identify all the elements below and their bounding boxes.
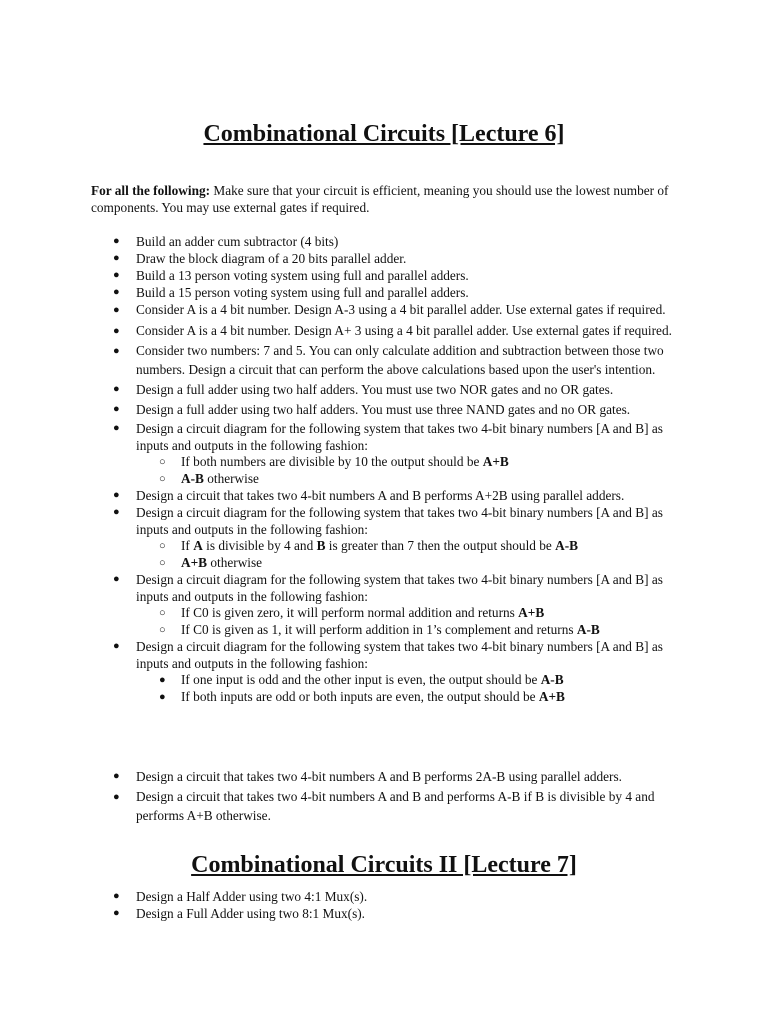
bullet-icon: ● (113, 345, 120, 357)
list-item-text: Design a circuit diagram for the following system that takes two 4-bit binary numbers [A and B] as inputs and outputs in the following fashion: (136, 505, 663, 537)
list-item-text: Design a circuit that takes two 4-bit numbers A and B performs A+2B using parallel adders. (136, 488, 625, 503)
sub-item-bold: A+B (538, 688, 565, 704)
list-item-text: Build an adder cum subtractor (4 bits) (136, 234, 339, 249)
intro-label: For all the following: (91, 183, 211, 198)
list-item-text: Design a Full Adder using two 8:1 Mux(s). (136, 906, 365, 921)
sub-list (136, 538, 684, 571)
bullet-icon: ● (113, 791, 120, 803)
sub-item-bold: A-B (540, 672, 564, 687)
intro-text: Make sure that your circuit is efficient, meaning you should use the lowest number of components. You may use external gates if required. (91, 183, 669, 215)
sub-item-text: is greater than 7 then the output should be (325, 538, 556, 553)
sub-item-bold: A+B (181, 554, 208, 570)
list-item-text: Build a 15 person voting system using full and parallel adders. (136, 285, 469, 300)
list-item (0, 342, 684, 379)
bullet-icon: ● (113, 489, 120, 501)
sub-item-text: If C0 is given as 1, it will perform addition in 1’s complement and returns (181, 621, 577, 637)
bullet-icon: ● (113, 269, 120, 281)
sub-item-text: If both inputs are odd or both inputs are even, the output should be (181, 688, 539, 704)
bullet-icon: ● (113, 383, 120, 395)
list-item (0, 267, 684, 284)
list-item-text: Design a circuit that takes two 4-bit numbers A and B performs 2A-B using parallel adders. (136, 769, 622, 784)
circle-bullet-icon: ○ (159, 540, 166, 552)
sub-list-item (136, 538, 684, 555)
list-item (0, 381, 684, 398)
sub-list-item (136, 605, 684, 622)
sub-list (136, 454, 684, 487)
lecture-6-title: Combinational Circuits [Lecture 6] (203, 121, 565, 147)
sub-item-bold: A+B (518, 605, 545, 620)
bullet-icon: ● (159, 674, 166, 686)
list-item-text: Design a circuit diagram for the following system that takes two 4-bit binary numbers [A and B] as inputs and outputs in the following fashion: (136, 421, 663, 453)
list-item (0, 905, 684, 922)
list-item (0, 788, 684, 825)
list-item-text: Consider two numbers: 7 and 5. You can only calculate addition and subtraction between those two numbers. Design a circuit that can perform the above calculations based upon the user's intention. (136, 343, 664, 377)
list-item-text: Build a 13 person voting system using full and parallel adders. (136, 268, 469, 283)
bullet-icon: ● (113, 890, 120, 902)
list-item (0, 638, 684, 705)
sub-item-text: is divisible by 4 and (202, 538, 317, 553)
sub-list-item (136, 622, 684, 639)
list-item (0, 233, 684, 250)
bullet-icon: ● (113, 286, 120, 298)
bullet-icon: ● (113, 304, 120, 316)
sub-item-text: If both numbers are divisible by 10 the output should be (181, 454, 483, 469)
sub-item-bold: A-B (181, 470, 204, 486)
list-item-text: Design a full adder using two half adders. You must use three NAND gates and no OR gates. (136, 402, 631, 417)
circle-bullet-icon: ○ (159, 556, 166, 569)
list-item (0, 420, 684, 487)
list-item (0, 401, 684, 418)
list-item (0, 504, 684, 571)
list-item-text: Consider A is a 4 bit number. Design A+ 3 using a 4 bit parallel adder. Use external gates if required. (136, 322, 672, 338)
bullet-icon: ● (113, 770, 120, 782)
intro-paragraph (91, 182, 691, 216)
list-item (0, 888, 684, 905)
lecture-6-list-b (0, 768, 768, 825)
list-item (0, 322, 684, 341)
bullet-icon: ● (113, 422, 120, 434)
sub-item-text: If C0 is given zero, it will perform normal addition and returns (181, 605, 519, 620)
sub-list (136, 672, 684, 705)
bullet-icon: ● (113, 573, 120, 585)
sub-list-item (136, 689, 684, 706)
bullet-icon: ● (113, 506, 120, 518)
sub-item-bold: B (316, 538, 326, 553)
list-item (0, 284, 684, 301)
sub-list-item (136, 555, 684, 572)
bullet-icon: ● (113, 403, 120, 415)
sub-item-bold: A-B (555, 538, 579, 553)
list-item-text: Design a circuit diagram for the following system that takes two 4-bit binary numbers [A and B] as inputs and outputs in the following fashion: (136, 639, 663, 671)
sub-item-text: otherwise (203, 470, 259, 486)
list-item (0, 487, 684, 504)
circle-bullet-icon: ○ (159, 456, 166, 468)
list-item-text: Design a full adder using two half adders. You must use two NOR gates and no OR gates. (136, 382, 614, 397)
list-item (0, 250, 684, 267)
list-item-text: Design a Half Adder using two 4:1 Mux(s). (136, 889, 368, 904)
circle-bullet-icon: ○ (159, 607, 166, 619)
sub-item-text: otherwise (207, 554, 263, 570)
sub-item-text: If (181, 538, 194, 553)
sub-item-text: If one input is odd and the other input is even, the output should be (181, 672, 541, 687)
circle-bullet-icon: ○ (159, 623, 166, 636)
list-item-text: Consider A is a 4 bit number. Design A-3 using a 4 bit parallel adder. Use external gates if required. (136, 302, 666, 317)
bullet-icon: ● (113, 640, 120, 652)
list-item-text: Draw the block diagram of a 20 bits parallel adder. (136, 251, 407, 266)
bullet-icon: ● (113, 235, 120, 247)
bullet-icon: ● (113, 252, 120, 264)
sub-list-item (136, 471, 684, 488)
list-item (0, 571, 684, 638)
lecture-7-list (0, 888, 768, 922)
sub-list (136, 605, 684, 638)
circle-bullet-icon: ○ (159, 472, 166, 485)
sub-item-bold: A-B (576, 621, 600, 637)
lecture-7-title: Combinational Circuits II [Lecture 7] (191, 852, 577, 878)
bullet-icon: ● (113, 907, 120, 919)
list-item (0, 301, 684, 320)
bullet-icon: ● (113, 324, 120, 337)
sub-list-item (136, 454, 684, 471)
sub-item-bold: A+B (482, 454, 509, 469)
list-item (0, 768, 684, 785)
list-item-text: Design a circuit that takes two 4-bit numbers A and B and performs A-B if B is divisible by 4 and performs A+B otherwise. (136, 789, 655, 823)
bullet-icon: ● (159, 690, 166, 703)
list-item-text: Design a circuit diagram for the following system that takes two 4-bit binary numbers [A and B] as inputs and outputs in the following fashion: (136, 572, 663, 604)
sub-list-item (136, 672, 684, 689)
lecture-6-list-a (0, 233, 768, 705)
sub-item-bold: A (193, 538, 203, 553)
